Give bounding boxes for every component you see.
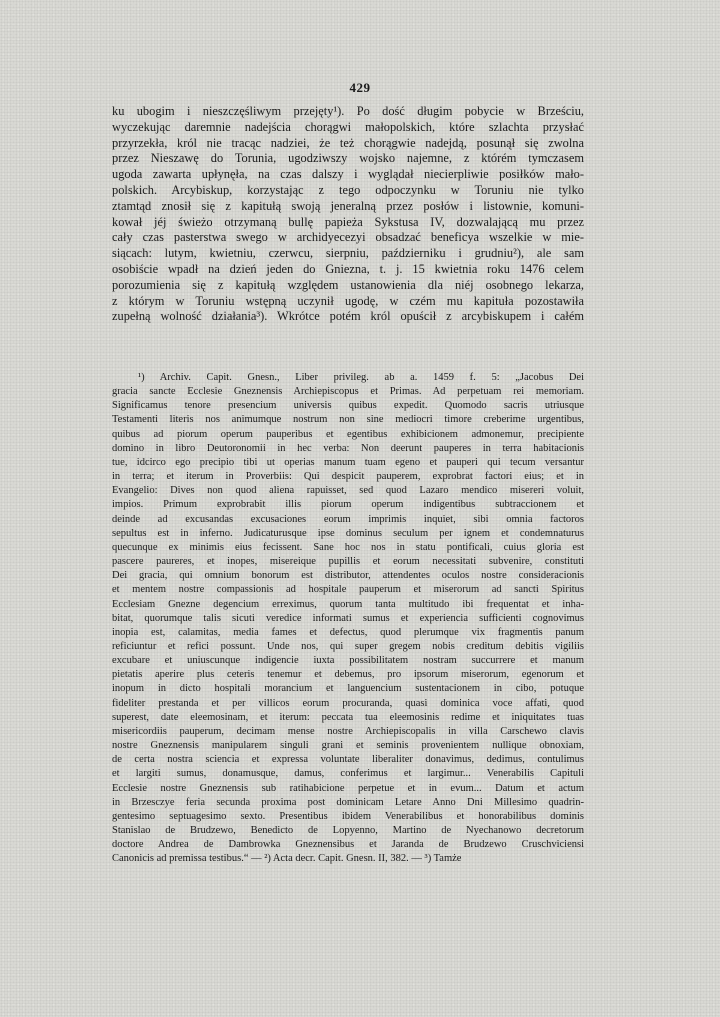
footnote-line: tue, idcirco ego precipio tibi ut operias manum tuam egeno et pauperi qui tecum versantur (112, 456, 584, 468)
footnote-line: Testamenti literis nos animumque nostrum non sine mediocri timore creberime urgentibus, (112, 414, 584, 426)
footnote-line: excubare et uniuscunque indigencie iuxta possibilitatem nostram succurrere et manum (112, 655, 584, 667)
footnote-line: et mentem nostre compassionis ad hospitale pauperum et miserorum ad sancti Spiritus (112, 584, 584, 596)
text-line: ugoda zawarta upłynęła, na czas dalszy i wyglądał niecierpliwie posiłków mało- (112, 167, 584, 182)
text-line: wyczekując daremnie nadejścia chorągwi małopolskich, które szlachta przysłać (112, 119, 584, 134)
footnote-line: doctore Andrea de Dambrowka Gneznensibus et Jaranda de Brudzewo Cruschviciensi (112, 839, 584, 851)
text-line: porozumienia się z kapitułą względem ustanowienia dla niéj osobnego lekarza, (112, 277, 584, 292)
footnote-line: Ecclesiam Gnezne degencium erreximus, quorum tanta multitudo ibi frequentat et inha- (112, 598, 584, 610)
footnote-line: pascere paureres, et inopes, misereique pupillis et eorum necessitati subvenire, constituti (112, 556, 584, 568)
footnote-line: de certa nostra sciencia et expressa voluntate liberaliter donavimus, dedimus, contulimus (112, 754, 584, 766)
footnote-line: misericordiis pauperum, decimam mense nostre Archiepiscopalis in villa Carschewo clavis (112, 725, 584, 737)
footnote-line: deinde ad excusandas excusaciones eorum imprimis inquiet, sibi omnia factoros (112, 513, 584, 525)
footnote-line: reficiuntur et refici possunt. Unde nos, qui super gregem nobis creditum debitis vigiliis (112, 640, 584, 652)
text-line: przyrzekła, król nie tracąc nadziei, że też chorągwie nadejdą, posunął się zwolna (112, 135, 584, 150)
footnote-line: quibus ad piorum operum pauperibus et egentibus exhibicionem admonemur, precipiente (112, 428, 584, 440)
footnote-line: Stanislao de Brudzewo, Benedicto de Lopyenno, Martino de Nyechanowo decretorum (112, 825, 584, 836)
footnote-line: in terra; et iterum in Proverbiis: Qui despicit pauperem, exprobrat factori eius; et in (112, 471, 584, 483)
text-line: cały czas pasterstwa swego w archidyecezyi obsadzać beneficya wszelkie w mie- (112, 230, 584, 245)
footnote-line: inopum in dicto hospitali morancium et languencium sustentacionem in cibo, potuque (112, 683, 584, 695)
text-line: przez Nieszawę do Torunia, ugodziwszy wojsko najemne, z którém tymczasem (112, 151, 584, 166)
footnote-line: impios. Primum exprobrabit illis piorum operum indigentibus subtraccionem et (112, 499, 584, 511)
footnote-line-text: ¹) Archiv. Capit. Gnesn., Liber privileg. ab a. 1459 f. 5: „Jacobus Dei (138, 372, 584, 383)
main-text (112, 104, 584, 325)
footnote-line: gracia sancte Ecclesie Gneznensis Archiepiscopus et Primas. Ad perpetuam rei memoriam. (112, 386, 584, 398)
footnote-line: Evangelio: Dives non quod aliena rapuisset, sed quod Lazaro mendico misereri voluit, (112, 485, 584, 497)
page-number: 429 (349, 80, 371, 95)
text-line: osobiście wpadł na dzień jeden do Gniezna, t. j. 15 kwietnia roku 1476 celem (112, 261, 584, 276)
text-line: kował jéj świeżo otrzymaną bullę papieża Sykstusa IV, dozwalającą mu przez (112, 214, 584, 229)
footnote-line: inopia est, calamitas, media fames et defectus, quod plerumque vix fragmentis panum (112, 626, 584, 638)
footnote-line: gentesimo septuagesimo sexto. Presentibus ibidem Venerabilibus et honorabilibus dominis (112, 810, 584, 822)
text-line: zupełną wolność działania³). Wkrótce potém król opuścił z arcybiskupem i całém (112, 309, 584, 324)
footnote-line: et largiti sumus, donamusque, damus, conferimus et largimur... Venerabilis Capituli (112, 768, 584, 780)
footnote-line: Dei gracia, qui omnium bonorum est distributor, attendentes oculos nostre consideracionis (112, 570, 584, 582)
footnotes (112, 371, 584, 866)
footnote-line: fideliter prestanda et per villicos eorum procuranda, quasi dominica voce affati, quod (112, 697, 584, 709)
footnote-line: superest, date eleemosinam, et iterum: peccata tua eleemosinis redime et iniquitates tuas (112, 711, 584, 723)
footnote-line: Canonicis ad premissa testibus.“ — ²) Acta decr. Capit. Gnesn. II, 382. — ³) Tamże (112, 853, 462, 865)
text-line: polskich. Arcybiskup, korzystając z tego odpoczynku w Toruniu nie tylko (112, 182, 584, 197)
footnote-line: nostre Gneznensis manipularem singuli grani et seminis provenientem nullique obnoxiam, (112, 740, 584, 752)
footnote-line (112, 371, 584, 385)
text-line: ku ubogim i nieszczęśliwym przejęty¹). Po dość długim pobycie w Brześciu, (112, 104, 584, 118)
footnote-line: domino in libro Deutoronomii in hec verba: Non deerunt pauperes in terra habitacionis (112, 442, 584, 454)
footnote-line: in Brzesczye feria secunda proxima post dominicam Letare Anno Dni Millesimo quadrin- (112, 796, 584, 808)
footnote-line: Ecclesie nostre Gneznensis sub ratihabicione perpetue et in evum... Datum et actum (112, 782, 584, 794)
footnote-line: quecunque ex minimis eius fecissent. Sane hoc nos in statu pontificali, cuius gloria est (112, 541, 584, 553)
text-line: siącach: lutym, kwietniu, czerwcu, sierpniu, październiku i grudniu²), ale sam (112, 246, 584, 261)
footnote-line: bitat, quorumque talis sicuti veredice informati sumus et experiencia sufficienti cognovimus (112, 612, 584, 624)
footnote-line: sepultus est in inferno. Judicaturusque ipse dominus seculum per ignem et condemnaturus (112, 527, 584, 539)
footnote-line: pietatis aperire plus ceteris tenemur et debemus, pro ipsorum miserorum, egenorum et (112, 669, 584, 681)
text-line: z którym w Toruniu wstępną uczynił ugodę, w czém mu kapituła pozostawiła (112, 293, 584, 308)
text-line: ztamtąd znosił się z kapitułą swoją jeneralną przez posłów i listownie, komuni- (112, 198, 584, 213)
footnote-line: Significamus tenore presencium universis quibus expedit. Quomodo sacris utriusque (112, 400, 584, 412)
